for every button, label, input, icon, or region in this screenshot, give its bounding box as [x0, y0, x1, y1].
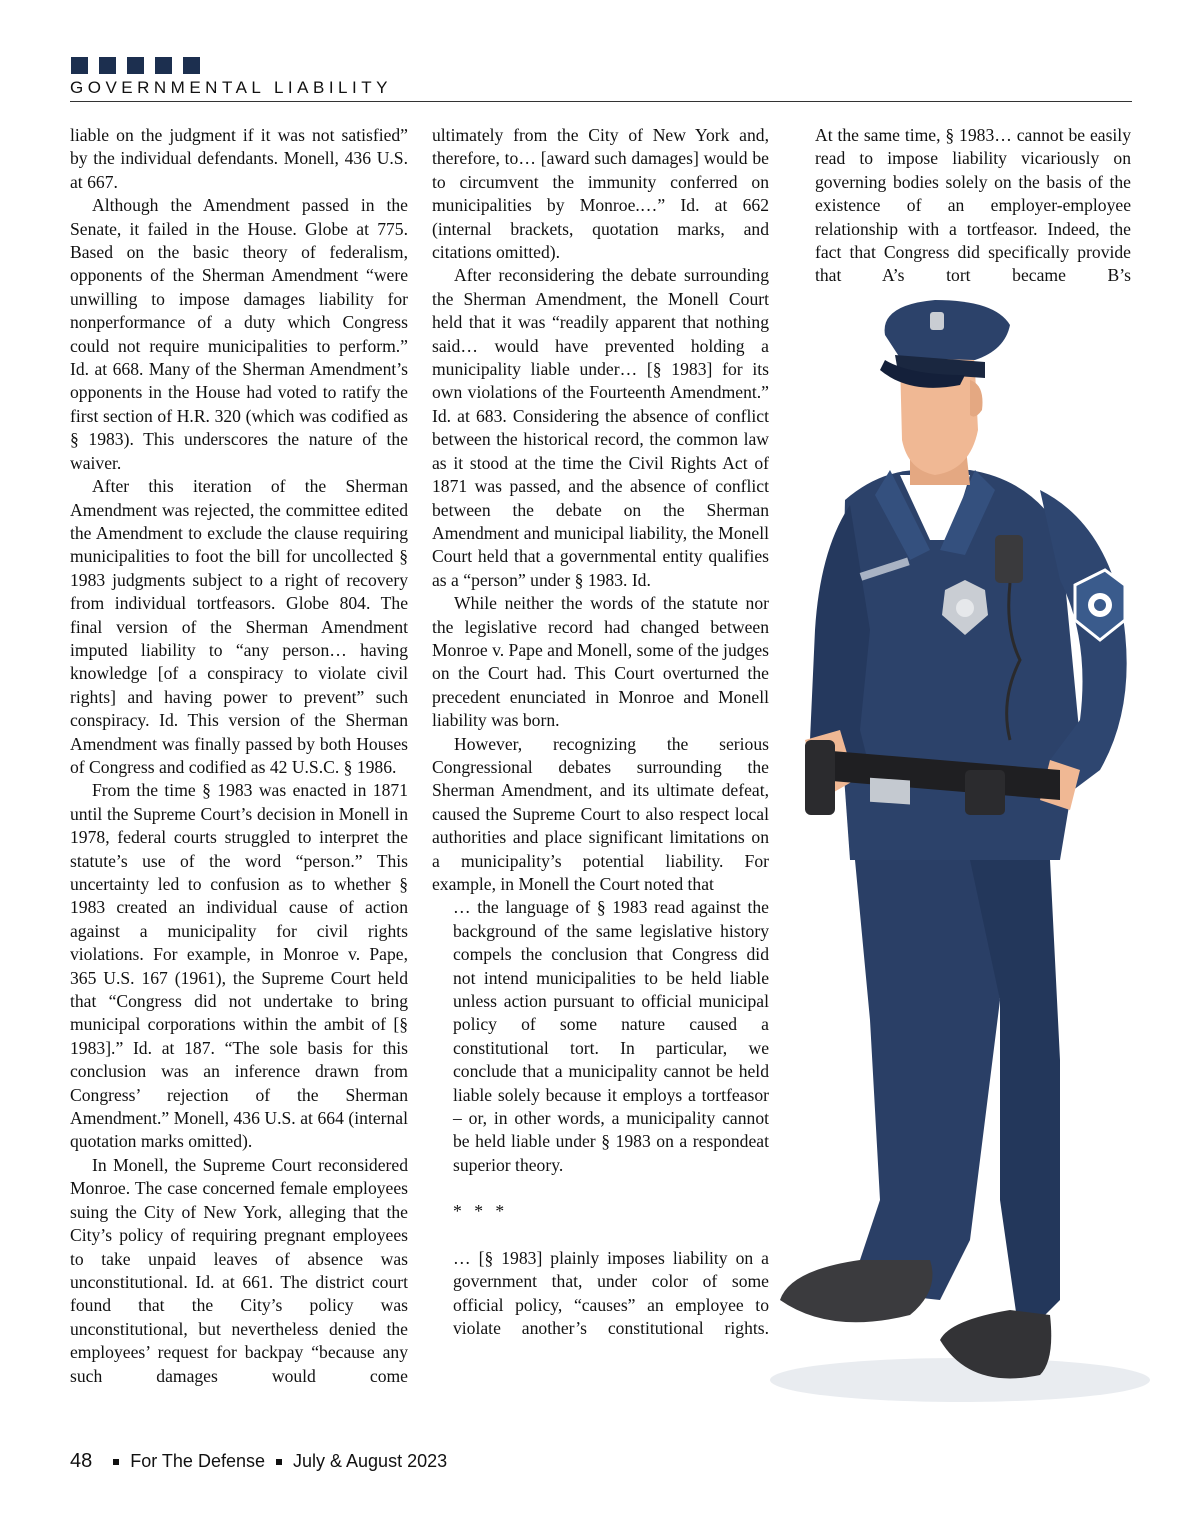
- header-square: [127, 57, 144, 74]
- paragraph: However, recognizing the serious Congressional debates surrounding the Sherman Amendment, and its ultimate defeat, caused the Supreme Court to also respect local authorities and place significant limitations on a municipality’s potential liability. For example, in Monell the Court noted that: [432, 733, 769, 894]
- issue-date: July & August 2023: [293, 1451, 448, 1471]
- text-column-1: [70, 124, 408, 1388]
- holster: [805, 740, 835, 815]
- header-square: [155, 57, 172, 74]
- left-shoe: [780, 1260, 933, 1322]
- block-quote: … the language of § 1983 read against the background of the same legislative history compels the conclusion that Congress did not intend municipalities to be held liable unless action pursuant to official municipal policy of some nature caused a constitutional tort. In particular, we conclude that a municipality cannot be held liable solely because it employs a tortfeasor – or, in other words, a municipality cannot be held liable under § 1983 on a respondeat superior theory.: [453, 897, 769, 1175]
- police-cap-icon: [880, 300, 1010, 388]
- publication-name: For The Defense: [130, 1451, 265, 1471]
- left-leg: [850, 860, 1000, 1300]
- bullet-icon: [113, 1459, 119, 1465]
- header-squares: [71, 57, 200, 77]
- belt-buckle: [870, 778, 910, 805]
- paragraph: After this iteration of the Sherman Amendment was rejected, the committee edited the Amendment to exclude the clause requiring municipalities to foot the bill for uncollected § 1983 judgments subject to a right of recovery from individual tortfeasors. Globe 804. The final version of the Sherman Amendment imputed liability to “any person… having knowledge [of a conspiracy to violate civil rights] and having power to prevent” such conspiracy. Id. This version of the Sherman Amendment was finally passed by both Houses of Congress and codified as 42 U.S.C. § 1986.: [70, 476, 408, 777]
- block-quote: … [§ 1983] plainly imposes liability on a government that, under color of some official policy, “causes” an employee to violate another’s constitutional rights.: [453, 1247, 769, 1338]
- quote-separator: * * *: [453, 1201, 509, 1222]
- paragraph: While neither the words of the statute nor the legislative record had changed between Monroe v. Pape and Monell, some of the judges on the Court had. This Court overturned the precedent enunciated in Monroe and Monell liability was born.: [432, 593, 769, 731]
- paragraph: Although the Amendment passed in the Senate, it failed in the House. Globe at 775. Based on the basic theory of federalism, opponents of the Sherman Amendment “were unwilling to impose damages liability for nonperformance of a duty which Congress could not require municipalities to perform.” Id. at 668. Many of the Sherman Amendment’s opponents in the House had voted to ratify the first section of H.R. 320 (which was codified as § 1983). This underscores the nature of the waiver.: [70, 195, 408, 473]
- ear: [970, 380, 983, 417]
- header-rule: [70, 101, 1132, 102]
- text-column-2: [432, 124, 769, 1340]
- paragraph: From the time § 1983 was enacted in 1871 until the Supreme Court’s decision in Monell in 1978, federal courts struggled to interpret the statute’s use of the word “person.” This uncertainty led to confusion as to whether § 1983 created an individual cause of action against a municipality for civil rights violations. For example, in Monroe v. Pape, 365 U.S. 167 (1961), the Supreme Court held that “Congress did not undertake to bring municipal corporations within the ambit of [§ 1983].” Id. at 187. “The sole basis for this conclusion was an inference drawn from Congress’ rejection of the Sherman Amendment.” Monell, 436 U.S. at 664 (internal quotation marks omitted).: [70, 780, 408, 1152]
- paragraph: ultimately from the City of New York and, therefore, to… [award such damages] would be to circumvent the immunity conferred on municipalities by Monroe.…” Id. at 662 (internal brackets, quotation marks, and citations omitted).: [432, 125, 769, 263]
- page-number: 48: [70, 1450, 93, 1472]
- page-footer: [70, 1450, 447, 1473]
- police-officer-illustration: [760, 300, 1200, 1410]
- paragraph: liable on the judgment if it was not satisfied” by the individual defendants. Monell, 436 U.S. at 667.: [70, 125, 408, 192]
- header-square: [71, 57, 88, 74]
- header-square: [183, 57, 200, 74]
- text-column-3: [815, 124, 1131, 288]
- section-title: GOVERNMENTAL LIABILITY: [70, 78, 392, 97]
- header-square: [99, 57, 116, 74]
- bullet-icon: [276, 1459, 282, 1465]
- paragraph: At the same time, § 1983… cannot be easily read to impose liability vicariously on governing bodies solely on the basis of the existence of an employer-employee relationship with a tortfeasor. Indeed, the fact that Congress did specifically provide that A’s tort became B’s: [815, 125, 1131, 286]
- belt-pouch: [965, 770, 1005, 815]
- paragraph: After reconsidering the debate surrounding the Sherman Amendment, the Monell Court held that it was “readily apparent that nothing said… would have prevented holding a municipality liable under… [§ 1983] for its own violations of the Fourteenth Amendment.” Id. at 683. Considering the absence of conflict between the historical record, the common law as it stood at the time the Civil Rights Act of 1871 was passed, and the absence of conflict between the debate on the Sherman Amendment and municipal liability, the Monell Court held that a governmental entity qualifies as a “person” under § 1983. Id.: [432, 265, 769, 590]
- floor-shadow: [770, 1358, 1150, 1402]
- paragraph: In Monell, the Supreme Court reconsidered Monroe. The case concerned female employees suing the City of New York, alleging that the City’s policy of requiring pregnant employees to take unpaid leaves of absence was unconstitutional. Id. at 661. The district court found that the City’s policy was unconstitutional, but nevertheless denied the employees’ request for backpay “because any such damages would come: [70, 1154, 408, 1386]
